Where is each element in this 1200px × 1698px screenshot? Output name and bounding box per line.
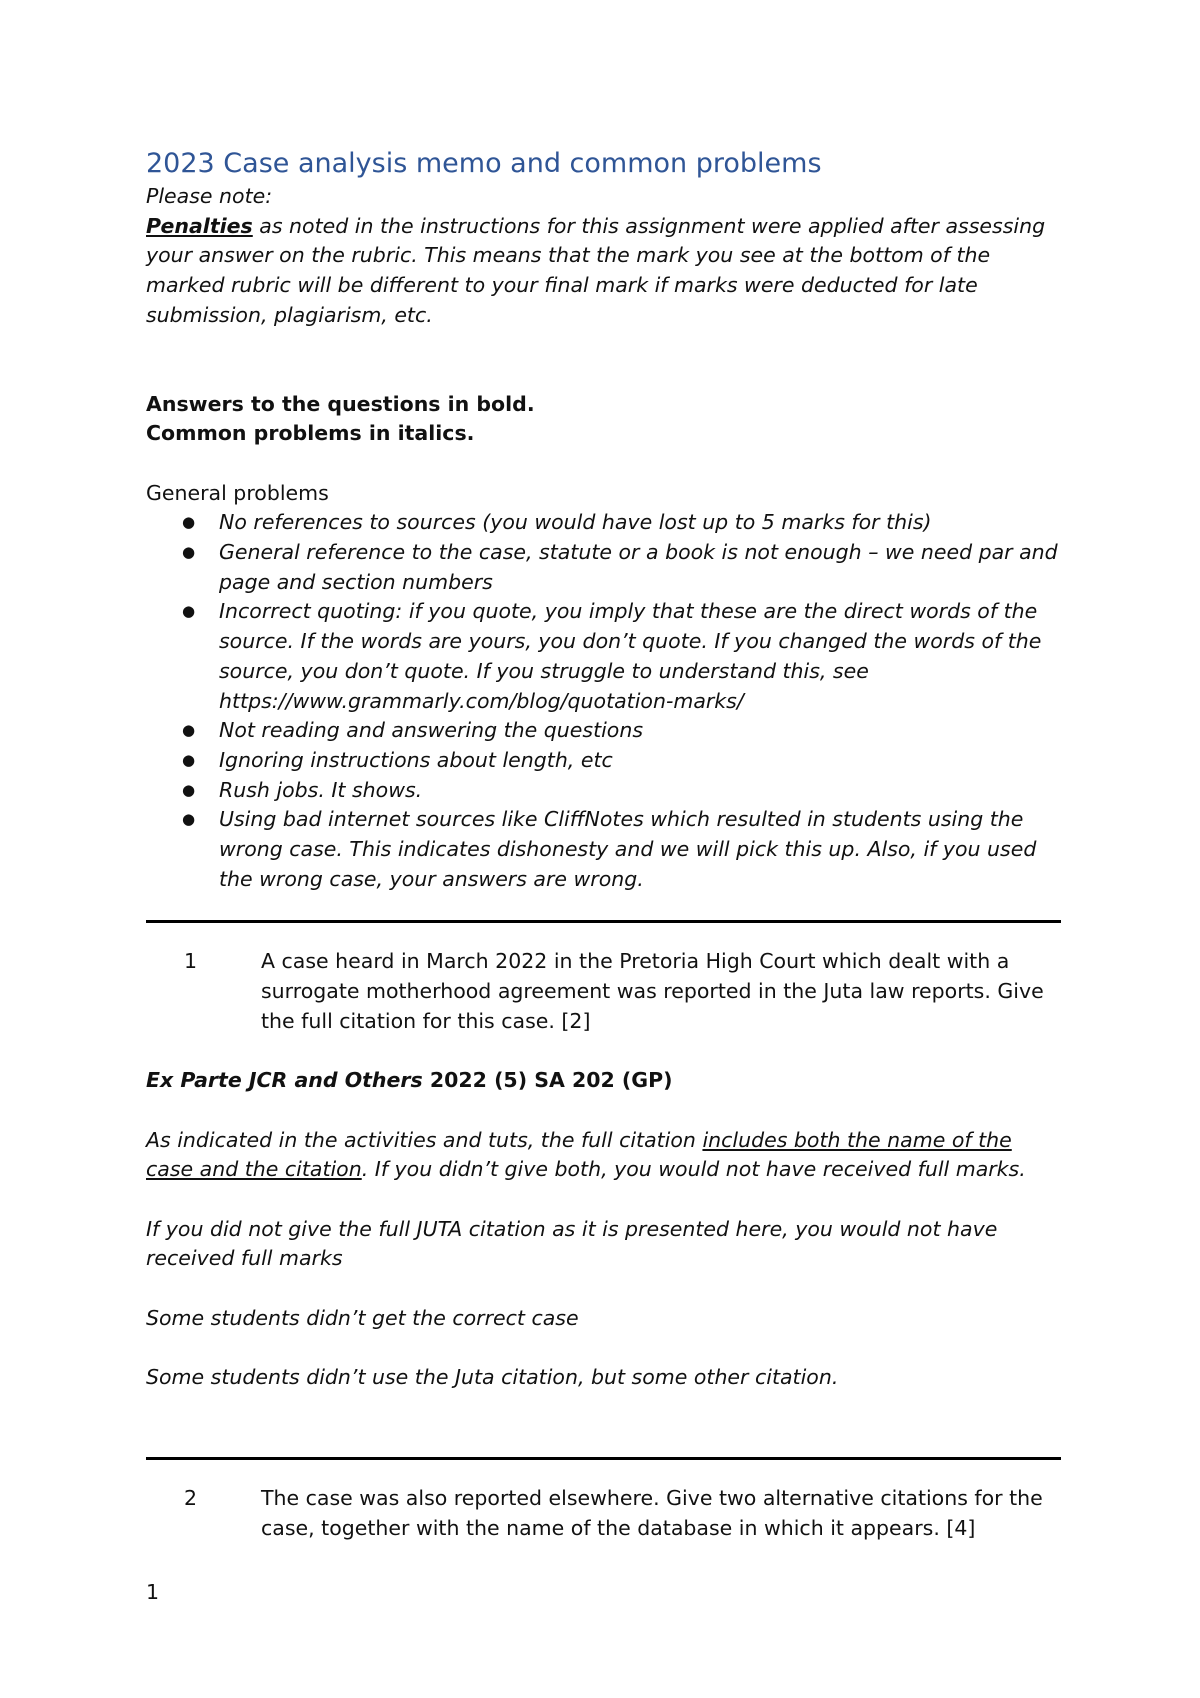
penalties-text: as noted in the instructions for this assignment were applied after assessing your answer on the rubric. This means that the mark you see at the bottom of the marked rubric will be different to your final mark if marks were deducted for late submission, plagiarism, etc.: [146, 213, 1046, 327]
spacer: [146, 1274, 1061, 1304]
question-text: A case heard in March 2022 in the Pretoria High Court which dealt with a surrogate motherhood agreement was reported in the Juta law reports. Give the full citation for this case. [2]: [261, 949, 1044, 1033]
bullet-icon: ●: [182, 602, 196, 621]
page-content: [146, 146, 1061, 1543]
list-item: ● Rush jobs. It shows.: [219, 776, 1061, 806]
legend-italic-line: Common problems in italics.: [146, 421, 475, 446]
question-1: [146, 947, 1061, 1036]
bullet-icon: ●: [182, 721, 196, 740]
problem-comment: Some students didn’t get the correct case: [146, 1305, 579, 1330]
bullet-icon: ●: [182, 750, 196, 769]
list-item: ● Incorrect quoting: if you quote, you imply that these are the direct words of the source. If the words are yours, you don’t quote. If you changed the words of the source, you don’t quote. If you struggle to understand this, see https://www.grammarly.com/blog/quotation-marks/: [182, 599, 1042, 713]
list-item: ● Not reading and answering the questions: [219, 716, 1061, 746]
note-heading: Please note:: [146, 184, 273, 208]
bullet-icon: ●: [182, 543, 196, 562]
document-title: 2023 Case analysis memo and common problems: [146, 148, 822, 179]
problem-comment: As indicated in the activities and tuts, the full citation includes both the name of the case and the citation. If you didn’t give both, you would not have received full marks.: [146, 1127, 1026, 1182]
spacer: [146, 1334, 1061, 1364]
answer-case-name: Ex Parte JCR and Others: [146, 1068, 423, 1093]
bullet-icon: ●: [182, 780, 196, 799]
question-marks: [4]: [946, 1515, 976, 1540]
list-item: ● Using bad internet sources like CliffNotes which resulted in students using the wrong case. This indicates dishonesty and we will pick this up. Also, if you used the wrong case, your answers are wrong.: [182, 807, 1037, 891]
legend-bold-line: Answers to the questions in bold.: [146, 391, 535, 416]
list-item: ● General reference to the case, statute or a book is not enough – we need par and page and section numbers: [182, 540, 1058, 594]
spacer: [146, 1460, 1061, 1484]
spacer: [146, 449, 1061, 479]
problem-comment: Some students didn’t use the Juta citation, but some other citation.: [146, 1365, 839, 1390]
question-2: [146, 1484, 1061, 1543]
question-number: 1: [184, 949, 198, 974]
problem-comment: If you did not give the full JUTA citation as it is presented here, you would not have received full marks: [146, 1216, 998, 1271]
page-number: 1: [146, 1580, 160, 1604]
list-item: ● No references to sources (you would have lost up to 5 marks for this): [219, 508, 1061, 538]
spacer: [146, 894, 1061, 920]
spacer: [146, 1037, 1061, 1067]
question-text: The case was also reported elsewhere. Give two alternative citations for the case, together with the name of the database in which it appears. [4]: [261, 1485, 1043, 1540]
spacer: [146, 1185, 1061, 1215]
list-item: ● Ignoring instructions about length, etc: [219, 746, 1061, 776]
bullet-icon: ●: [182, 513, 196, 532]
penalties-word: Penalties: [146, 213, 253, 238]
spacer: [146, 1096, 1061, 1126]
question-marks: [2]: [561, 1008, 591, 1033]
spacer: [146, 923, 1061, 947]
spacer: [146, 1393, 1061, 1457]
question-number: 2: [184, 1485, 198, 1510]
general-problems-list: [146, 508, 1061, 894]
answer-1: [146, 1066, 1061, 1096]
bullet-icon: ●: [182, 810, 196, 829]
penalties-paragraph: [146, 212, 1061, 331]
answer-citation: 2022 (5) SA 202 (GP): [422, 1068, 673, 1093]
general-problems-heading: General problems: [146, 480, 329, 505]
spacer: [146, 331, 1061, 390]
